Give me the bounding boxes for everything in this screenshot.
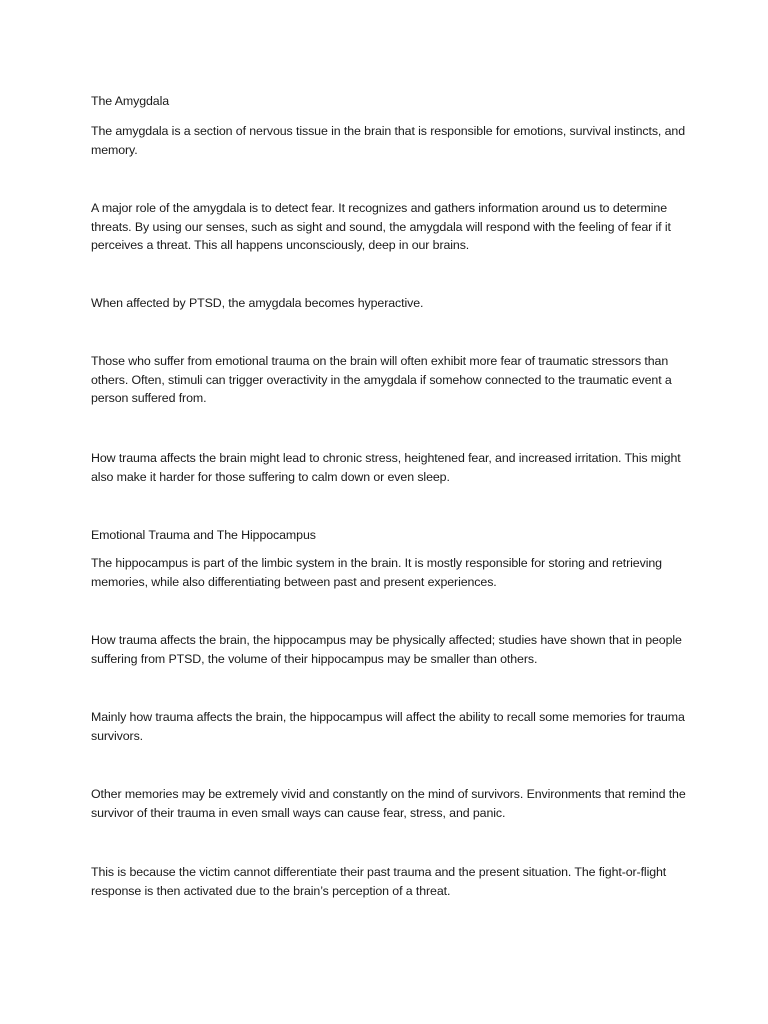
heading-amygdala: The Amygdala [91, 94, 170, 108]
paragraph: How trauma affects the brain might lead to chronic stress, heightened fear, and increased irritation. This might also make it harder for those suffering to calm down or even sleep. [91, 451, 681, 484]
heading-hippocampus: Emotional Trauma and The Hippocampus [91, 528, 316, 542]
paragraph: The hippocampus is part of the limbic system in the brain. It is mostly responsible for storing and retrieving memories, while also differentiating between past and present experiences. [91, 556, 662, 589]
paragraph: Mainly how trauma affects the brain, the hippocampus will affect the ability to recall some memories for trauma survivors. [91, 710, 685, 743]
paragraph: How trauma affects the brain, the hippocampus may be physically affected; studies have shown that in people suffering from PTSD, the volume of their hippocampus may be smaller than others. [91, 633, 682, 666]
paragraph: The amygdala is a section of nervous tissue in the brain that is responsible for emotions, survival instincts, and memory. [91, 124, 685, 157]
paragraph: A major role of the amygdala is to detect fear. It recognizes and gathers information around us to determine threats. By using our senses, such as sight and sound, the amygdala will respond with the feeling of fear if it perceives a threat. This all happens unconsciously, deep in our brains. [91, 201, 671, 253]
paragraph: Other memories may be extremely vivid and constantly on the mind of survivors. Environments that remind the survivor of their trauma in even small ways can cause fear, stress, and panic. [91, 787, 686, 820]
paragraph: When affected by PTSD, the amygdala becomes hyperactive. [91, 296, 424, 310]
paragraph: Those who suffer from emotional trauma on the brain will often exhibit more fear of traumatic stressors than others. Often, stimuli can trigger overactivity in the amygdala if somehow connected to the traumatic event a person suffered from. [91, 354, 672, 406]
paragraph: This is because the victim cannot differentiate their past trauma and the present situation. The fight-or-flight response is then activated due to the brain’s perception of a threat. [91, 865, 667, 898]
